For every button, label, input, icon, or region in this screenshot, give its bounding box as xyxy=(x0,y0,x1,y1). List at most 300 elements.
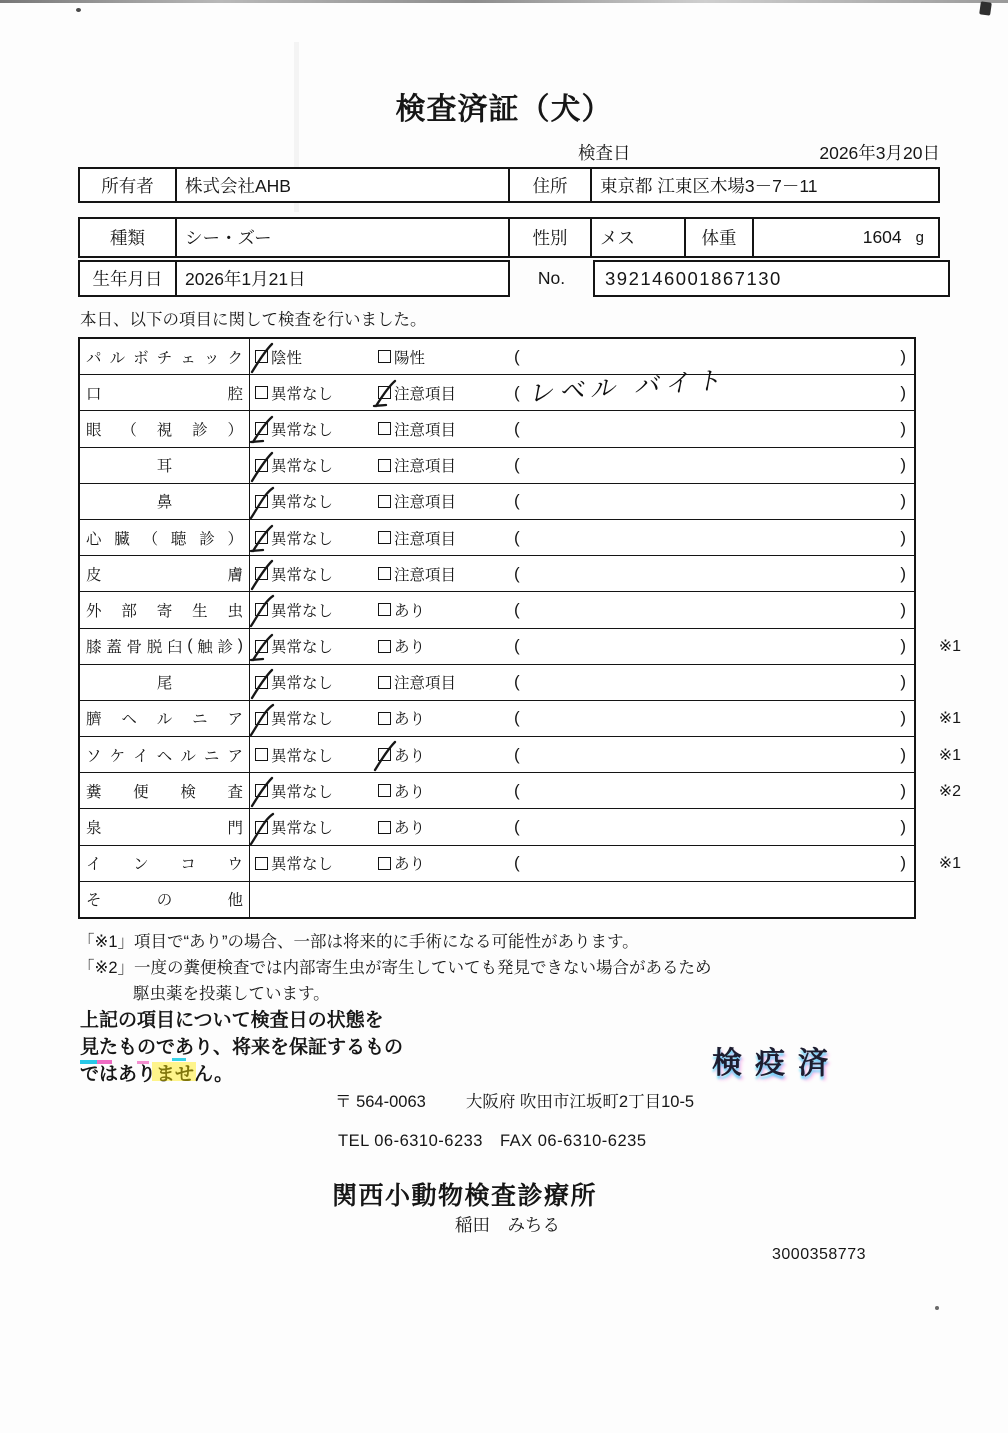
option-group xyxy=(378,599,425,621)
checkbox-label: 陰性 xyxy=(271,349,303,367)
row-label-char: 口 xyxy=(86,385,102,403)
paren-close: ) xyxy=(900,491,906,511)
row-label-char: ソ xyxy=(86,747,102,765)
row-label-char: 皮 xyxy=(86,566,102,584)
option-group xyxy=(255,671,333,693)
checkbox-label: 注意項目 xyxy=(394,494,457,512)
checkbox xyxy=(378,531,391,544)
inspection-table xyxy=(78,337,961,919)
checkbox-label: あり xyxy=(394,783,426,801)
color-artifact xyxy=(80,1060,97,1064)
paren-close: ) xyxy=(900,563,906,583)
row-label-char: 外 xyxy=(86,602,102,620)
paren-close: ) xyxy=(900,382,906,402)
checkbox xyxy=(378,784,391,797)
option-group xyxy=(378,744,425,766)
row-label-char: 寄 xyxy=(156,602,173,620)
color-artifact xyxy=(152,1062,196,1081)
paren-close: ) xyxy=(900,744,906,764)
row-label-char: 脱 xyxy=(146,639,163,657)
scan-speck xyxy=(979,1,992,15)
clinic-address: 大阪府 吹田市江坂町2丁目10-5 xyxy=(465,1093,695,1111)
option-group xyxy=(378,780,425,802)
checkbox xyxy=(378,386,391,399)
checkbox-label: 異常なし xyxy=(271,421,334,439)
row-label-char: 査 xyxy=(227,783,243,801)
species-value: シー・ズー xyxy=(175,219,508,256)
row-options xyxy=(250,592,914,627)
handwritten-check-mark xyxy=(249,813,281,849)
vet-name: 稲田 みちる xyxy=(455,1215,560,1235)
row-label-char: 心 xyxy=(86,530,102,548)
paren-open: ( xyxy=(514,455,520,475)
owner-value: 株式会社AHB xyxy=(175,169,508,201)
row-label-char: 臼 xyxy=(167,639,183,657)
row-label xyxy=(80,665,250,700)
inspection-row xyxy=(80,736,961,772)
weight-number: 1604 xyxy=(862,227,902,247)
row-label-char: 腔 xyxy=(227,385,243,403)
row-options xyxy=(250,484,914,519)
row-label-char: ヘ xyxy=(156,747,173,765)
row-label-char: 診 xyxy=(199,530,215,548)
inspection-row xyxy=(80,845,961,881)
checkbox-label: 異常なし xyxy=(271,602,334,620)
scan-dot xyxy=(935,1306,939,1310)
paren-open: ( xyxy=(514,418,520,438)
handwritten-check-mark xyxy=(249,451,281,487)
row-label-char: 骨 xyxy=(126,639,143,657)
row-label-char: 触 xyxy=(197,639,213,657)
inspection-row xyxy=(80,700,961,736)
option-group xyxy=(378,454,456,476)
row-label-char: 鼻 xyxy=(156,494,173,512)
checkbox xyxy=(378,676,391,689)
row-label-char: チ xyxy=(156,349,173,367)
checkbox xyxy=(255,350,268,363)
color-artifact xyxy=(172,1058,186,1061)
option-group xyxy=(255,780,333,802)
row-label-char: ニ xyxy=(192,711,208,729)
paren-close: ) xyxy=(900,418,906,438)
handwritten-check-mark xyxy=(249,487,281,523)
row-options xyxy=(250,701,961,736)
paren-open: ( xyxy=(514,527,520,547)
checkbox-label: あり xyxy=(394,711,426,729)
checkbox-label: 陽性 xyxy=(394,349,426,367)
checkbox-label: 異常なし xyxy=(271,675,334,693)
paren-close: ) xyxy=(900,672,906,692)
checkbox-label: 異常なし xyxy=(271,566,334,584)
clinic-tel-fax: TEL 06-6310-6233 FAX 06-6310-6235 xyxy=(338,1132,647,1150)
row-options xyxy=(250,339,914,374)
checkbox xyxy=(255,495,268,508)
checkbox-label: 注意項目 xyxy=(394,566,457,584)
handwritten-note: レベル バイト xyxy=(527,366,731,409)
row-label-char: 部 xyxy=(121,602,137,620)
checkbox xyxy=(378,459,391,472)
row-label-char: 臍 xyxy=(86,711,102,729)
row-label-char: 視 xyxy=(156,421,173,439)
color-artifact xyxy=(137,1061,149,1064)
row-label-char: ェ xyxy=(180,349,196,367)
option-group xyxy=(255,852,333,874)
row-label-char: イ xyxy=(86,856,102,874)
row-label-char: ン xyxy=(133,856,149,874)
animal-table-row2 xyxy=(78,260,510,297)
option-group xyxy=(378,671,456,693)
row-label-char: ケ xyxy=(109,747,126,765)
checkbox-label: あり xyxy=(394,602,426,620)
row-options xyxy=(250,556,914,591)
row-label-char: ル xyxy=(156,711,173,729)
option-group xyxy=(255,382,333,404)
handwritten-check-mark xyxy=(249,704,281,740)
inspection-row xyxy=(80,483,914,519)
serial-number: 3000358773 xyxy=(772,1246,866,1263)
row-label-char: ニ xyxy=(203,747,220,765)
checkbox xyxy=(378,821,391,834)
option-group xyxy=(255,346,302,368)
paren-close: ) xyxy=(900,817,906,837)
row-options xyxy=(250,448,914,483)
option-group xyxy=(378,635,425,657)
row-label-char: （ xyxy=(142,530,159,548)
row-label-char: コ xyxy=(180,856,196,874)
row-label-char: ッ xyxy=(203,349,220,367)
row-options xyxy=(250,846,961,881)
row-label-char: ） xyxy=(227,421,243,439)
paren-close: ) xyxy=(900,636,906,656)
row-label-char: ア xyxy=(227,711,243,729)
inspection-row xyxy=(80,447,914,483)
handwritten-check-mark xyxy=(249,668,281,704)
handwritten-check-mark xyxy=(249,342,281,378)
row-label xyxy=(80,411,250,446)
clinic-postal: 〒 564-0063 xyxy=(335,1093,426,1111)
row-label-char: ( xyxy=(187,637,193,655)
inspection-date-value: 2026年3月20日 xyxy=(819,143,940,163)
inspection-row xyxy=(80,664,914,700)
row-label-char: パ xyxy=(86,349,102,367)
paren-close: ) xyxy=(900,455,906,475)
row-options xyxy=(250,629,961,664)
option-group xyxy=(255,490,333,512)
row-label xyxy=(80,520,250,555)
animal-table-row1 xyxy=(78,217,940,258)
row-label-char: 膝 xyxy=(86,639,102,657)
sex-label: 性別 xyxy=(508,219,590,256)
row-label-char: 糞 xyxy=(86,783,102,801)
paren-open: ( xyxy=(514,708,520,728)
checkbox xyxy=(255,712,268,725)
option-group xyxy=(255,744,333,766)
checkbox xyxy=(255,676,268,689)
checkbox-label: 注意項目 xyxy=(394,421,457,439)
checkbox-label: 注意項目 xyxy=(394,530,457,548)
footnote-1: 「※1」項目で“あり”の場合、一部は将来的に手術になる可能性があります。 xyxy=(78,933,639,951)
row-label-char: 他 xyxy=(227,892,243,910)
address-value: 東京都 江東区木場3－7－11 xyxy=(590,169,938,201)
row-label-char: ウ xyxy=(227,856,243,874)
checkbox-label: 異常なし xyxy=(271,856,334,874)
row-label xyxy=(80,592,250,627)
paren-open: ( xyxy=(514,599,520,619)
row-label xyxy=(80,556,250,591)
checkbox xyxy=(255,422,268,435)
row-options xyxy=(250,366,914,410)
inspection-row xyxy=(80,628,961,664)
handwritten-check-mark xyxy=(249,414,281,450)
checkbox-label: 注意項目 xyxy=(394,458,457,476)
inspection-row xyxy=(80,881,914,917)
checkbox-label: 注意項目 xyxy=(394,675,457,693)
row-label xyxy=(80,629,250,664)
row-label-char: 便 xyxy=(133,783,149,801)
option-group xyxy=(255,563,333,585)
footnote-marker: ※1 xyxy=(938,638,961,656)
checkbox xyxy=(378,748,391,761)
no-label: No. xyxy=(537,268,566,288)
row-label-char: 生 xyxy=(192,602,208,620)
option-group xyxy=(378,707,425,729)
option-group xyxy=(378,418,456,440)
handwritten-check-mark xyxy=(249,559,281,595)
option-group xyxy=(378,816,425,838)
row-label-char: 膚 xyxy=(227,566,243,584)
paren-open: ( xyxy=(514,817,520,837)
row-options xyxy=(250,809,914,844)
option-group xyxy=(255,527,333,549)
paren-open: ( xyxy=(514,744,520,764)
row-options xyxy=(250,737,961,772)
checkbox-label: 異常なし xyxy=(271,711,334,729)
handwritten-check-mark xyxy=(249,523,281,559)
row-label xyxy=(80,339,250,374)
row-options xyxy=(250,882,914,917)
checkbox-label: あり xyxy=(394,639,426,657)
checkbox-label: あり xyxy=(394,856,426,874)
row-label-char: 虫 xyxy=(227,602,243,620)
row-label-char: の xyxy=(156,892,173,910)
row-label xyxy=(80,484,250,519)
option-group xyxy=(378,346,425,368)
checkbox xyxy=(378,350,391,363)
clinic-name: 関西小動物検査診療所 xyxy=(332,1182,598,1210)
checkbox xyxy=(255,748,268,761)
inspection-row xyxy=(80,366,914,410)
row-label-char: 耳 xyxy=(156,458,173,476)
footnote-2-continued: 駆虫薬を投薬しています。 xyxy=(133,985,330,1003)
inspection-row xyxy=(80,339,914,374)
row-label xyxy=(80,809,250,844)
checkbox-label: 異常なし xyxy=(271,639,334,657)
disclaimer-line: 見たものであり、将来を保証するもの xyxy=(80,1037,404,1058)
checkbox-label: 異常なし xyxy=(271,530,334,548)
checkbox-label: 異常なし xyxy=(271,458,334,476)
row-label-char: 尾 xyxy=(156,675,173,693)
checkbox xyxy=(378,567,391,580)
option-group xyxy=(255,635,333,657)
handwritten-check-mark xyxy=(249,632,281,668)
paren-open: ( xyxy=(514,346,520,366)
inspection-row xyxy=(80,410,914,446)
handwritten-check-mark xyxy=(249,595,281,631)
row-label-char: 検 xyxy=(180,783,196,801)
row-label xyxy=(80,773,250,808)
row-label-char: ル xyxy=(109,349,126,367)
quarantine-stamp: 検疫済 xyxy=(712,1047,841,1080)
footnote-marker: ※1 xyxy=(938,855,961,873)
row-label xyxy=(80,737,250,772)
clinic-address-line xyxy=(335,1088,694,1112)
checkbox xyxy=(378,422,391,435)
row-label-char: 診 xyxy=(217,639,234,657)
scan-speck xyxy=(76,8,81,12)
row-label-char: ア xyxy=(227,747,243,765)
checkbox xyxy=(255,857,268,870)
checkbox xyxy=(255,603,268,616)
option-group xyxy=(255,599,333,621)
paren-close: ) xyxy=(900,853,906,873)
checkbox-label: あり xyxy=(394,820,426,838)
row-label-char: （ xyxy=(121,421,137,439)
paren-close: ) xyxy=(900,708,906,728)
checkbox xyxy=(378,603,391,616)
option-group xyxy=(255,418,333,440)
option-group xyxy=(378,527,456,549)
species-label: 種類 xyxy=(110,228,145,248)
footnote-marker: ※1 xyxy=(938,746,961,764)
paren-open: ( xyxy=(514,780,520,800)
paren-open: ( xyxy=(514,672,520,692)
checkbox-label: 異常なし xyxy=(271,494,334,512)
checkbox xyxy=(255,784,268,797)
checkbox xyxy=(255,821,268,834)
option-group xyxy=(378,382,456,404)
row-options xyxy=(250,520,914,555)
weight-unit: g xyxy=(915,229,924,246)
checkbox xyxy=(378,857,391,870)
paren-close: ) xyxy=(900,346,906,366)
checkbox xyxy=(255,459,268,472)
row-label-char: 診 xyxy=(192,421,208,439)
checkbox xyxy=(255,386,268,399)
row-label-char: 臓 xyxy=(114,530,130,548)
birth-label: 生年月日 xyxy=(92,269,163,289)
checkbox xyxy=(378,495,391,508)
row-label xyxy=(80,448,250,483)
paren-close: ) xyxy=(900,780,906,800)
row-label-char: そ xyxy=(86,892,102,910)
footnote-2: 「※2」一度の糞便検査では内部寄生虫が寄生していても発見できない場合があるため xyxy=(78,959,712,977)
inspection-date-label: 検査日 xyxy=(578,143,631,163)
sex-value: メス xyxy=(590,219,684,256)
paren-close: ) xyxy=(900,599,906,619)
handwritten-check-mark xyxy=(372,740,404,776)
inspection-row xyxy=(80,519,914,555)
row-label xyxy=(80,701,250,736)
inspection-row xyxy=(80,772,961,808)
paren-open: ( xyxy=(514,636,520,656)
row-options xyxy=(250,773,961,808)
inspection-row xyxy=(80,808,914,844)
paren-open: ( xyxy=(514,563,520,583)
checkbox-label: 異常なし xyxy=(271,783,334,801)
handwritten-check-mark xyxy=(372,378,404,414)
handwritten-check-mark xyxy=(249,776,281,812)
row-label xyxy=(80,375,250,410)
row-label-char: ボ xyxy=(133,349,149,367)
disclaimer-line: ではありません。 xyxy=(80,1064,234,1085)
row-options xyxy=(250,411,914,446)
paren-close: ) xyxy=(900,527,906,547)
owner-label: 所有者 xyxy=(101,175,154,196)
paren-open: ( xyxy=(514,491,520,511)
inspection-row xyxy=(80,555,914,591)
owner-table xyxy=(78,167,940,203)
checkbox-label: あり xyxy=(394,747,426,765)
address-label: 住所 xyxy=(508,169,590,201)
option-group xyxy=(378,852,425,874)
row-label-char: ） xyxy=(227,530,243,548)
checkbox xyxy=(378,640,391,653)
checkbox xyxy=(255,531,268,544)
checkbox-label: 注意項目 xyxy=(394,385,457,403)
weight-label: 体重 xyxy=(684,219,752,256)
row-label-char: ヘ xyxy=(121,711,137,729)
intro-sentence: 本日、以下の項目に関して検査を行いました。 xyxy=(80,311,427,329)
row-label-char: 蓋 xyxy=(106,639,122,657)
checkbox xyxy=(255,567,268,580)
paren-open: ( xyxy=(514,382,520,402)
row-label-char: ク xyxy=(227,349,243,367)
row-label-char: イ xyxy=(133,747,149,765)
checkbox-label: 異常なし xyxy=(271,820,334,838)
option-group xyxy=(255,816,333,838)
no-value: 392146001867130 xyxy=(593,260,950,297)
color-artifact xyxy=(97,1060,112,1064)
row-label-char: 門 xyxy=(227,820,243,838)
option-group xyxy=(255,707,333,729)
option-group xyxy=(378,490,456,512)
row-options xyxy=(250,665,914,700)
disclaimer-line: 上記の項目について検査日の状態を xyxy=(80,1010,384,1031)
option-group xyxy=(255,454,333,476)
row-label-char: 聴 xyxy=(170,530,187,548)
checkbox-label: 異常なし xyxy=(271,385,334,403)
row-label-char: 眼 xyxy=(86,421,102,439)
option-group xyxy=(378,563,456,585)
checkbox-label: 異常なし xyxy=(271,747,334,765)
weight-value xyxy=(752,219,938,256)
row-label xyxy=(80,882,250,917)
checkbox xyxy=(378,712,391,725)
page-title: 検査済証（犬） xyxy=(395,93,613,126)
paren-open: ( xyxy=(514,853,520,873)
inspection-row xyxy=(80,591,914,627)
row-label xyxy=(80,846,250,881)
disclaimer-statement xyxy=(80,1007,480,1088)
birth-value: 2026年1月21日 xyxy=(175,262,508,295)
footnote-marker: ※1 xyxy=(938,710,961,728)
row-label-char: ル xyxy=(180,747,196,765)
scan-edge-artifact xyxy=(0,0,1008,3)
row-label-char: ) xyxy=(237,637,243,655)
footnote-marker: ※2 xyxy=(938,782,961,800)
row-label-char: 泉 xyxy=(86,820,102,838)
checkbox xyxy=(255,640,268,653)
